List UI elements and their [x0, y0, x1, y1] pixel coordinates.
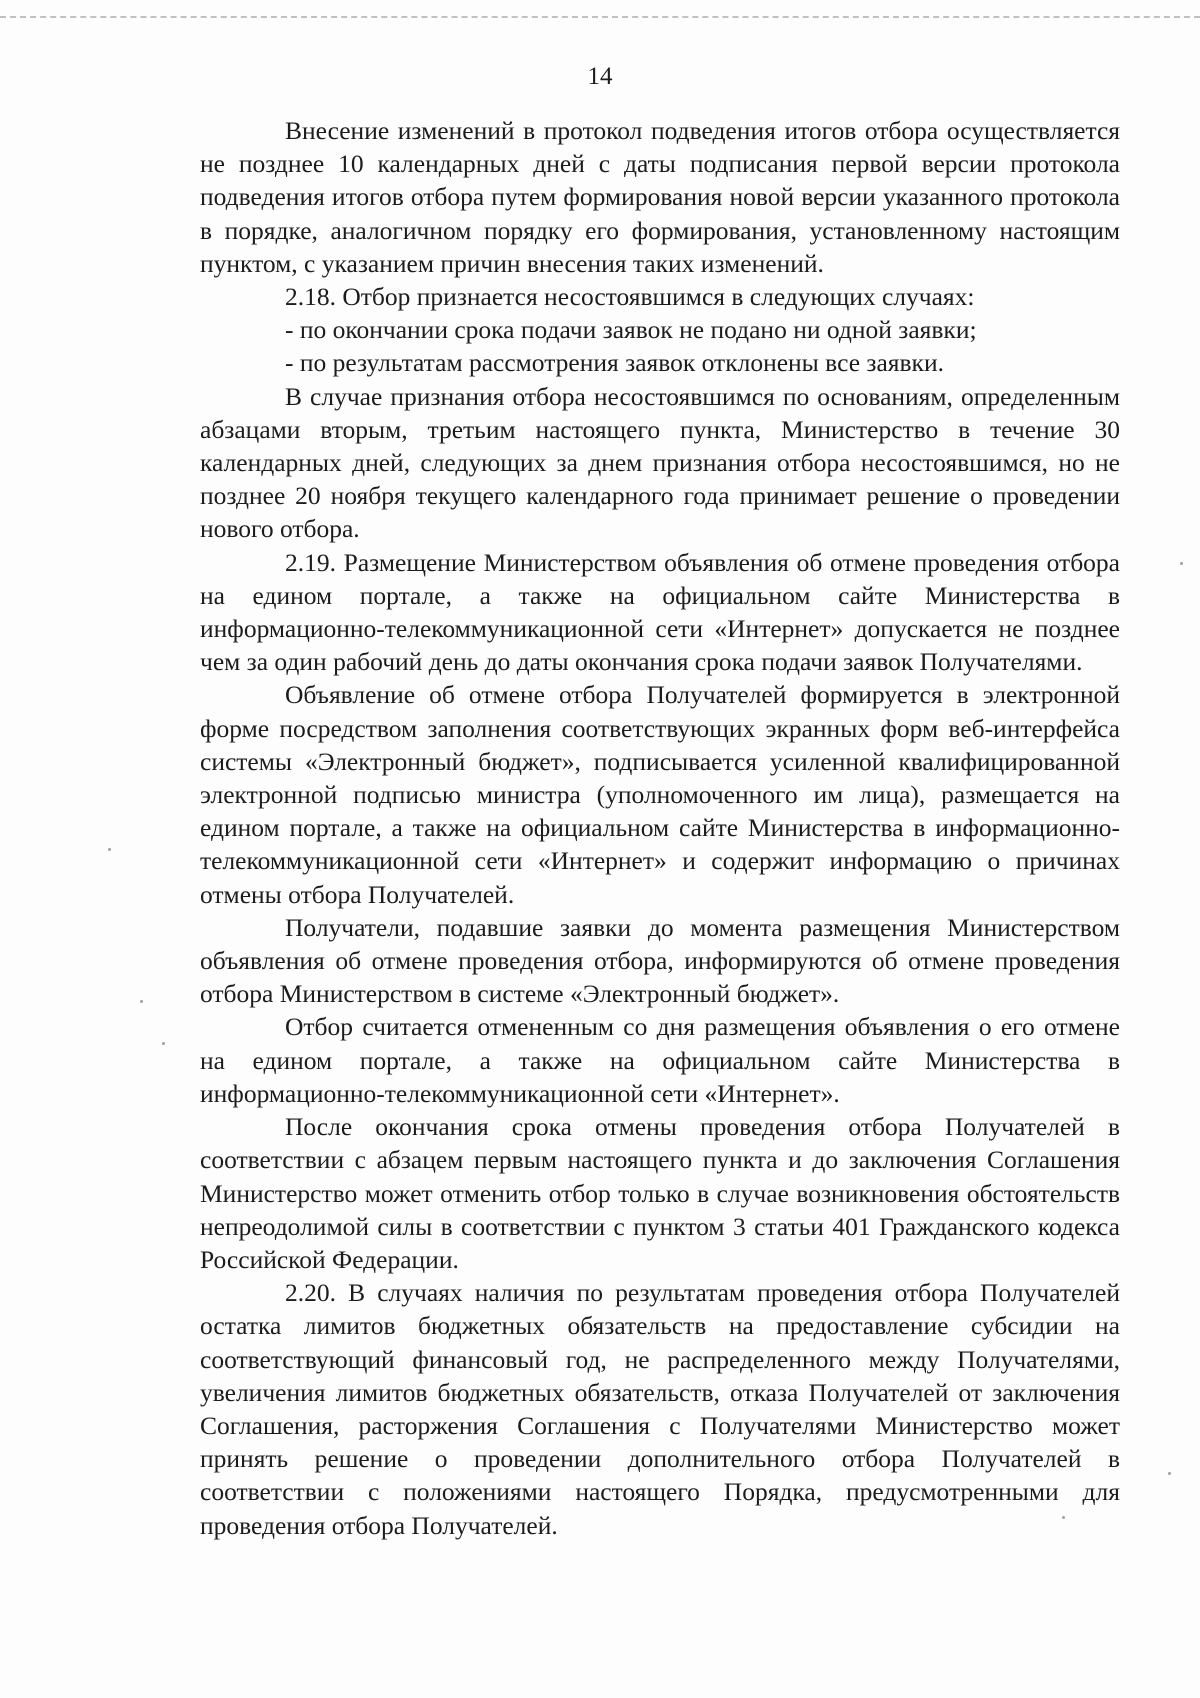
scan-speck — [108, 848, 111, 851]
paragraph-force-majeure: После окончания срока отмены проведения отбора Получателей в соответствии с абзацем первым настоящего пункта и до заключения Соглашения Министерство может отменить отбор только в случае возникновения обстоятельств непреодолимой силы в соответствии с пунктом 3 статьи 401 Гражданского кодекса Российской Федерации. — [200, 1112, 1120, 1274]
document-body — [200, 114, 1120, 1542]
paragraph-2-18: 2.18. Отбор признается несостоявшимся в следующих случаях: — [285, 282, 975, 312]
paragraph-protocol-changes: Внесение изменений в протокол подведения итогов отбора осуществляется не позднее 10 календарных дней с даты подписания первой версии протокола подведения итогов отбора путем формирования новой версии указанного протокола в порядке, аналогичном порядку его формирования, установленному настоящим пунктом, с указанием причин внесения таких изменений. — [200, 116, 1120, 278]
scan-speck — [1062, 1516, 1065, 1519]
scan-speck — [1168, 1472, 1171, 1475]
paragraph-new-selection: В случае признания отбора несостоявшимся по основаниям, определенным абзацами вторым, третьим настоящего пункта, Министерство в течение 30 календарных дней, следующих за днем признания отбора несостоявшимся, но не позднее 20 ноября текущего календарного года принимает решение о проведении нового отбора. — [200, 381, 1120, 544]
paragraph-selection-cancelled: Отбор считается отмененным со дня размещения объявления о его отмене на едином портале, а также на официальном сайте Министерства в информационно-телекоммуникационной сети «Интернет». — [200, 1012, 1120, 1108]
scan-speck — [140, 1000, 143, 1003]
paragraph-2-20: 2.20. В случаях наличия по результатам проведения отбора Получателей остатка лимитов бюджетных обязательств на предоставление субсидии на соответствующий финансовый год, не распределенного между Получателями, увеличения лимитов бюджетных обязательств, отказа Получателей от заключения Соглашения, расторжения Соглашения с Получателями Министерство может принять решение о проведении дополнительного отбора Получателей в соответствии с положениями настоящего Порядка, предусмотренными для проведения отбора Получателей. — [200, 1278, 1120, 1540]
paragraph-2-18-item-2: - по результатам рассмотрения заявок отклонены все заявки. — [285, 348, 944, 378]
paragraph-applicants-informed: Получатели, подавшие заявки до момента размещения Министерством объявления об отмене проведения отбора, информируются об отмене проведения отбора Министерством в системе «Электронный бюджет». — [200, 912, 1120, 1009]
scan-speck — [162, 1042, 165, 1045]
scan-edge-line — [0, 16, 1200, 18]
scan-speck — [1180, 562, 1183, 565]
paragraph-2-18-item-1: - по окончании срока подачи заявок не подано ни одной заявки; — [285, 315, 977, 345]
paragraph-cancellation-notice: Объявление об отмене отбора Получателей формируется в электронной форме посредством заполнения соответствующих экранных форм веб-интерфейса системы «Электронный бюджет», подписывается усиленной квалифицированной электронной подписью министра (уполномоченного им лица), размещается на едином портале, а также на официальном сайте Министерства в информационно-телекоммуникационной сети «Интернет» и содержит информацию о причинах отмены отбора Получателей. — [200, 680, 1120, 909]
page-number: 14 — [587, 63, 613, 90]
paragraph-2-19: 2.19. Размещение Министерством объявления об отмене проведения отбора на едином портале, а также на официальном сайте Министерства в информационно-телекоммуникационной сети «Интернет» допускается не позднее чем за один рабочий день до даты окончания срока подачи заявок Получателями. — [200, 547, 1120, 677]
